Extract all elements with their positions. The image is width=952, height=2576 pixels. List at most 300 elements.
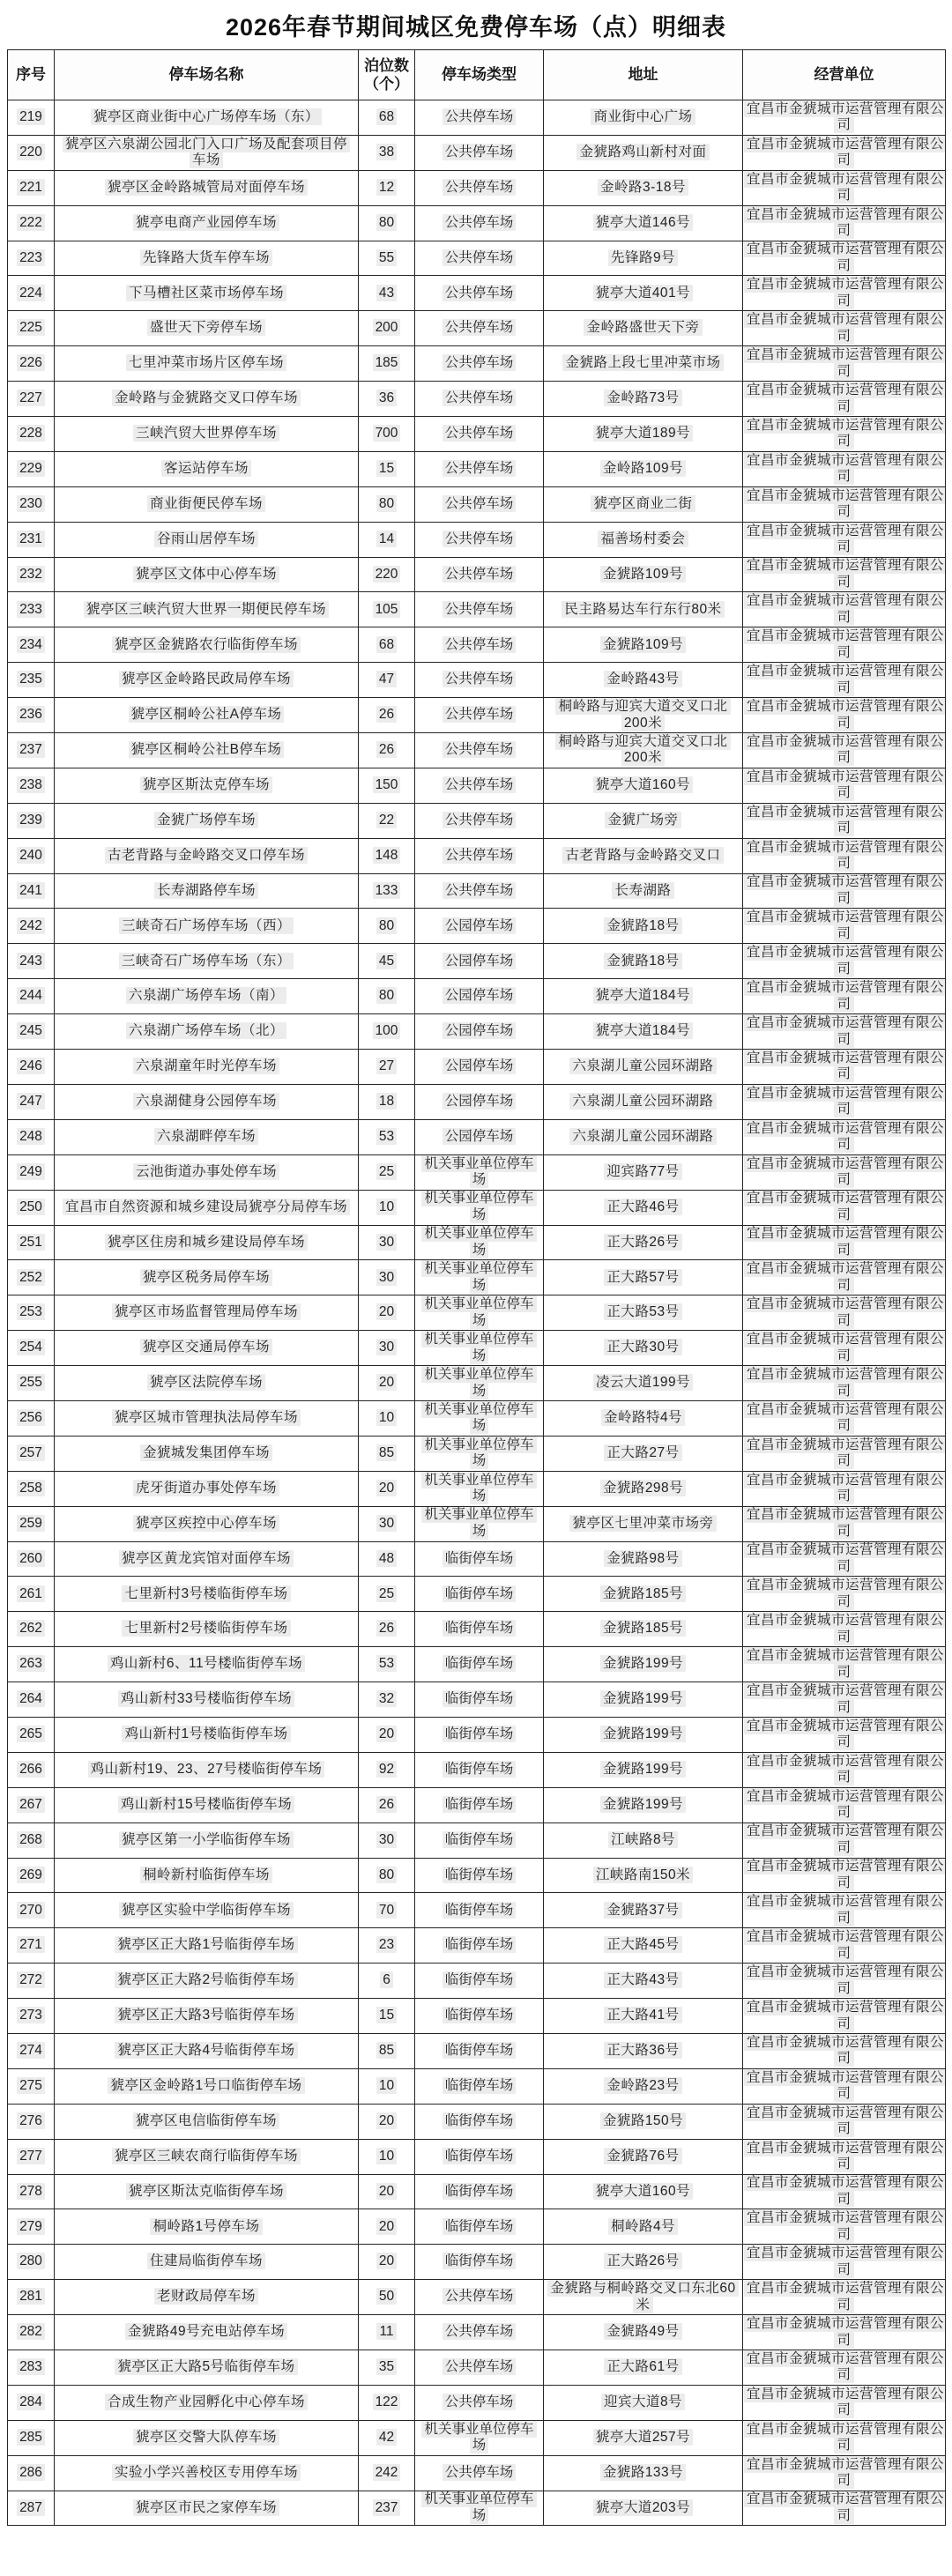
cell-operator [743,627,946,663]
cell-address [544,2420,743,2455]
cell-text: 53 [376,1655,397,1672]
cell-text: 宜昌市金猇城市运营管理有限公司 [744,136,946,169]
cell-text: 50 [376,2288,397,2305]
cell-operator [743,1295,946,1331]
cell-seq [8,1647,55,1682]
cell-address [544,592,743,627]
table-row [8,2104,946,2139]
cell-text: 猇亭大道203号 [593,2499,693,2516]
cell-type [415,2350,544,2386]
cell-address [544,451,743,486]
column-header-type: 停车场类型 [415,50,544,100]
cell-text: 金岭路盛世天下旁 [584,319,702,336]
cell-spaces [359,346,415,382]
cell-text: 6 [380,1971,393,1988]
cell-name [55,2385,359,2420]
cell-text: 猇亭大道160号 [593,776,693,793]
cell-name [55,873,359,909]
cell-seq [8,803,55,838]
cell-type [415,979,544,1014]
cell-text: 221 [17,179,45,196]
cell-name [55,2139,359,2174]
cell-text: 福善场村委会 [598,531,688,547]
cell-spaces [359,873,415,909]
cell-operator [743,1612,946,1647]
table-row [8,1506,946,1541]
cell-text: 金猇路109号 [600,566,686,583]
cell-text: 猇亭区金岭路民政局停车场 [119,671,294,687]
cell-seq [8,1014,55,1050]
cell-text: 700 [373,425,401,442]
cell-spaces [359,838,415,873]
cell-name [55,2104,359,2139]
cell-text: 公共停车场 [443,460,517,477]
cell-text: 猇亭大道184号 [593,987,693,1004]
cell-spaces [359,1647,415,1682]
cell-text: 公共停车场 [443,214,517,231]
cell-text: 公共停车场 [443,249,517,266]
cell-text: 265 [17,1726,45,1742]
cell-text: 269 [17,1867,45,1883]
cell-operator [743,1964,946,1999]
cell-text: 金猇路49号 [604,2323,681,2340]
cell-text: 公共停车场 [443,882,517,899]
cell-operator [743,873,946,909]
cell-text: 45 [376,953,397,969]
cell-text: 32 [376,1690,397,1707]
cell-operator [743,100,946,136]
cell-type [415,346,544,382]
table-row [8,1858,946,1893]
table-row [8,2455,946,2491]
cell-text: 宜昌市金猇城市运营管理有限公司 [744,1577,946,1610]
cell-text: 盛世天下旁停车场 [147,319,265,336]
cell-text: 259 [17,1515,45,1532]
cell-operator [743,382,946,417]
table-row [8,2420,946,2455]
cell-text: 机关事业单位停车场 [421,1506,536,1540]
cell-text: 猇亭区正大路4号临街停车场 [115,2042,297,2059]
cell-address [544,1225,743,1260]
cell-address [544,1190,743,1225]
cell-name [55,1612,359,1647]
cell-text: 金猇路199号 [600,1690,686,1707]
cell-operator [743,2491,946,2526]
cell-seq [8,1050,55,1085]
cell-text: 宜昌市金猇城市运营管理有限公司 [744,2456,946,2490]
cell-name [55,1050,359,1085]
cell-type [415,2104,544,2139]
cell-text: 274 [17,2042,45,2059]
cell-text: 15 [376,460,397,477]
cell-text: 20 [376,1374,397,1391]
cell-text: 桐岭新村临街停车场 [140,1867,272,1883]
cell-name [55,2420,359,2455]
cell-name [55,2245,359,2280]
cell-text: 公共停车场 [443,179,517,196]
table-row [8,627,946,663]
table-row [8,873,946,909]
cell-text: 宜昌市金猇城市运营管理有限公司 [744,1718,946,1751]
cell-address [544,2033,743,2068]
cell-operator [743,1366,946,1401]
cell-text: 实验小学兴善校区专用停车场 [112,2464,301,2481]
cell-name [55,382,359,417]
cell-type [415,311,544,346]
cell-address [544,1260,743,1295]
cell-address [544,1366,743,1401]
cell-operator [743,2245,946,2280]
cell-text: 猇亭大道160号 [593,2183,693,2200]
cell-spaces [359,1436,415,1471]
cell-spaces [359,909,415,944]
cell-seq [8,311,55,346]
cell-text: 宜昌市金猇城市运营管理有限公司 [744,2421,946,2454]
table-row [8,1471,946,1506]
cell-name [55,592,359,627]
cell-address [544,1436,743,1471]
cell-seq [8,1471,55,1506]
cell-text: 机关事业单位停车场 [421,2491,536,2524]
cell-text: 宜昌市金猇城市运营管理有限公司 [744,1893,946,1926]
cell-name [55,2280,359,2315]
cell-type [415,2033,544,2068]
cell-text: 267 [17,1796,45,1813]
cell-spaces [359,1823,415,1858]
cell-text: 258 [17,1480,45,1496]
column-header-spaces: 泊位数（个） [359,50,415,100]
cell-text: 254 [17,1339,45,1355]
cell-type [415,627,544,663]
cell-text: 宜昌市金猇城市运营管理有限公司 [744,1331,946,1364]
cell-operator [743,1823,946,1858]
cell-address [544,2491,743,2526]
table-row [8,1436,946,1471]
cell-text: 猇亭大道184号 [593,1022,693,1039]
cell-text: 临街停车场 [443,1867,517,1883]
cell-spaces [359,170,415,205]
cell-text: 鸡山新村1号楼临街停车场 [122,1726,290,1742]
cell-text: 公共停车场 [443,531,517,547]
cell-text: 金猇路76号 [604,2148,681,2164]
cell-text: 224 [17,285,45,301]
cell-address [544,170,743,205]
cell-text: 猇亭区住房和城乡建设局停车场 [105,1234,308,1251]
cell-text: 20 [376,1480,397,1496]
cell-text: 临街停车场 [443,1796,517,1813]
cell-text: 住建局临街停车场 [147,2253,265,2269]
cell-text: 宜昌市金猇城市运营管理有限公司 [744,2174,946,2208]
cell-spaces [359,276,415,311]
cell-text: 金猇路298号 [600,1480,686,1496]
cell-address [544,1787,743,1823]
table-row [8,1893,946,1928]
cell-text: 26 [376,741,397,758]
cell-spaces [359,2420,415,2455]
cell-seq [8,522,55,557]
cell-spaces [359,1964,415,1999]
cell-text: 宜昌市金猇城市运营管理有限公司 [744,1260,946,1294]
cell-text: 猇亭区斯汰克临街停车场 [126,2183,286,2200]
cell-name [55,2315,359,2350]
cell-operator [743,2385,946,2420]
cell-seq [8,2174,55,2209]
cell-address [544,803,743,838]
cell-text: 宜昌市金猇城市运营管理有限公司 [744,909,946,942]
cell-text: 宜昌市金猇城市运营管理有限公司 [744,487,946,521]
cell-name [55,1119,359,1154]
cell-type [415,1999,544,2034]
cell-address [544,768,743,803]
cell-text: 242 [373,2464,401,2481]
cell-address [544,1295,743,1331]
cell-address [544,205,743,241]
cell-text: 宜昌市金猇城市运营管理有限公司 [744,768,946,802]
table-row [8,1999,946,2034]
cell-text: 80 [376,987,397,1004]
cell-text: 宜昌市金猇城市运营管理有限公司 [744,100,946,134]
cell-type [415,1682,544,1718]
cell-text: 宜昌市金猇城市运营管理有限公司 [744,2034,946,2067]
cell-type [415,2139,544,2174]
cell-seq [8,1999,55,2034]
cell-text: 85 [376,1444,397,1461]
cell-text: 六泉湖儿童公园环湖路 [569,1093,716,1110]
table-row [8,417,946,452]
cell-text: 正大路57号 [604,1269,681,1286]
cell-text: 宜昌市金猇城市运营管理有限公司 [744,627,946,661]
cell-seq [8,1190,55,1225]
cell-text: 公共停车场 [443,812,517,828]
cell-text: 商业街便民停车场 [147,495,265,512]
cell-spaces [359,1400,415,1436]
cell-text: 古老背路与金岭路交叉口停车场 [105,847,308,864]
cell-text: 宜昌市金猇城市运营管理有限公司 [744,1964,946,1997]
table-row [8,1928,946,1964]
cell-name [55,205,359,241]
cell-type [415,838,544,873]
cell-text: 正大路46号 [604,1199,681,1215]
cell-type [415,1190,544,1225]
cell-name [55,241,359,276]
table-row [8,382,946,417]
cell-operator [743,768,946,803]
cell-text: 鸡山新村6、11号楼临街停车场 [108,1655,305,1672]
cell-text: 猇亭区电信临街停车场 [133,2112,279,2129]
cell-text: 47 [376,671,397,687]
cell-text: 正大路36号 [604,2042,681,2059]
cell-text: 宜昌市金猇城市运营管理有限公司 [744,2350,946,2384]
cell-operator [743,1682,946,1718]
cell-name [55,1084,359,1119]
cell-text: 金猇路37号 [604,1902,681,1919]
cell-address [544,1717,743,1752]
cell-spaces [359,1893,415,1928]
cell-operator [743,135,946,170]
cell-text: 宜昌市金猇城市运营管理有限公司 [744,698,946,731]
cell-text: 222 [17,214,45,231]
cell-address [544,2139,743,2174]
cell-seq [8,2280,55,2315]
cell-name [55,1928,359,1964]
cell-name [55,1506,359,1541]
cell-address [544,1964,743,1999]
cell-text: 264 [17,1690,45,1707]
cell-text: 公共停车场 [443,354,517,371]
table-row [8,2350,946,2386]
cell-text: 民主路易达车行东行80米 [562,601,724,618]
cell-text: 机关事业单位停车场 [421,1331,536,1364]
cell-name [55,557,359,592]
cell-text: 219 [17,108,45,125]
table-row [8,1752,946,1787]
cell-type [415,1893,544,1928]
cell-text: 宜昌市金猇城市运营管理有限公司 [744,1506,946,1540]
cell-text: 临街停车场 [443,1726,517,1742]
cell-text: 36 [376,390,397,406]
cell-text: 243 [17,953,45,969]
cell-text: 宜昌市金猇城市运营管理有限公司 [744,417,946,450]
cell-text: 公共停车场 [443,2288,517,2305]
table-row [8,2315,946,2350]
cell-name [55,276,359,311]
cell-address [544,1928,743,1964]
cell-address [544,2174,743,2209]
cell-operator [743,2280,946,2315]
cell-text: 10 [376,2077,397,2094]
cell-text: 286 [17,2464,45,2481]
cell-type [415,2068,544,2104]
cell-text: 机关事业单位停车场 [421,1260,536,1294]
table-row [8,944,946,979]
cell-text: 宜昌市金猇城市运营管理有限公司 [744,276,946,309]
cell-text: 临街停车场 [443,1902,517,1919]
cell-type [415,1612,544,1647]
cell-seq [8,382,55,417]
cell-address [544,1014,743,1050]
cell-seq [8,1154,55,1190]
cell-name [55,522,359,557]
cell-seq [8,486,55,522]
cell-operator [743,2209,946,2245]
cell-text: 猇亭区第一小学临街停车场 [119,1831,294,1848]
cell-name [55,1577,359,1612]
table-row [8,2033,946,2068]
cell-text: 42 [376,2429,397,2446]
cell-seq [8,2139,55,2174]
cell-text: 宜昌市金猇城市运营管理有限公司 [744,1928,946,1962]
cell-type [415,1331,544,1366]
cell-text: 正大路26号 [604,1234,681,1251]
cell-text: 桐岭路与迎宾大道交叉口北200米 [555,733,730,767]
cell-text: 三峡汽贸大世界停车场 [133,425,279,442]
cell-text: 237 [373,2499,401,2516]
cell-text: 宜昌市金猇城市运营管理有限公司 [744,839,946,872]
cell-operator [743,1119,946,1154]
cell-seq [8,2209,55,2245]
cell-text: 宜昌市金猇城市运营管理有限公司 [744,979,946,1013]
cell-text: 金猇路鸡山新村对面 [576,144,709,160]
cell-spaces [359,2245,415,2280]
cell-text: 宜昌市金猇城市运营管理有限公司 [744,2245,946,2278]
cell-seq [8,1119,55,1154]
cell-spaces [359,382,415,417]
cell-text: 金猇路185号 [600,1585,686,1602]
cell-operator [743,1225,946,1260]
cell-text: 12 [376,179,397,196]
cell-text: 公共停车场 [443,741,517,758]
cell-text: 宜昌市金猇城市运营管理有限公司 [744,2491,946,2524]
cell-address [544,1541,743,1577]
cell-type [415,2245,544,2280]
cell-text: 迎宾大道8号 [601,2394,685,2410]
cell-type [415,451,544,486]
cell-type [415,1084,544,1119]
cell-text: 241 [17,882,45,899]
cell-spaces [359,1787,415,1823]
cell-text: 鸡山新村19、23、27号楼临街停车场 [88,1761,325,1778]
cell-text: 20 [376,2112,397,2129]
cell-text: 金猇广场旁 [605,812,681,828]
cell-type [415,909,544,944]
cell-name [55,768,359,803]
cell-text: 金猇路与桐岭路交叉口东北60米 [547,2280,738,2313]
cell-text: 宜昌市金猇城市运营管理有限公司 [744,1436,946,1470]
cell-spaces [359,768,415,803]
cell-text: 226 [17,354,45,371]
cell-seq [8,1084,55,1119]
cell-type [415,1436,544,1471]
cell-seq [8,1823,55,1858]
cell-type [415,1752,544,1787]
cell-text: 宜昌市金猇城市运营管理有限公司 [744,1858,946,1891]
table-row [8,2245,946,2280]
table-row [8,1119,946,1154]
cell-text: 30 [376,1339,397,1355]
cell-operator [743,241,946,276]
cell-spaces [359,1225,415,1260]
cell-spaces [359,663,415,698]
cell-text: 122 [373,2394,401,2410]
cell-text: 公共停车场 [443,776,517,793]
column-header-address: 地址 [544,50,743,100]
cell-seq [8,1612,55,1647]
cell-operator [743,1541,946,1577]
cell-name [55,1858,359,1893]
cell-text: 255 [17,1374,45,1391]
cell-spaces [359,557,415,592]
cell-type [415,1928,544,1964]
cell-operator [743,1506,946,1541]
cell-text: 猇亭电商产业园停车场 [133,214,279,231]
cell-spaces [359,2033,415,2068]
cell-text: 临街停车场 [443,1655,517,1672]
cell-text: 280 [17,2253,45,2269]
cell-operator [743,592,946,627]
cell-text: 临街停车场 [443,2112,517,2129]
cell-address [544,2315,743,2350]
cell-text: 公共停车场 [443,108,517,125]
cell-text: 金猇路18号 [604,953,681,969]
cell-text: 猇亭区市民之家停车场 [133,2499,279,2516]
cell-type [415,944,544,979]
cell-type [415,557,544,592]
cell-text: 临街停车场 [443,2077,517,2094]
cell-text: 猇亭区三峡汽贸大世界一期便民停车场 [84,601,329,618]
cell-text: 三峡奇石广场停车场（西） [119,917,294,934]
cell-operator [743,276,946,311]
cell-text: 临街停车场 [443,2183,517,2200]
